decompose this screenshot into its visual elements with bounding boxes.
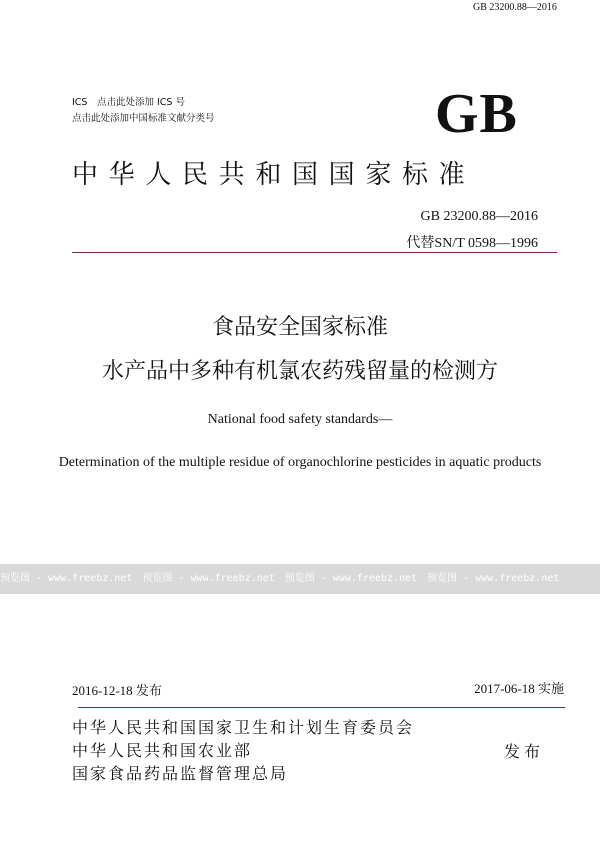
title-cn-2: 水产品中多种有机氯农药残留量的检测方 (101, 359, 498, 384)
divider (78, 707, 565, 708)
issue-date: 2016-12-18 发布 (72, 683, 162, 698)
issuer: 中华人民共和国国家卫生和计划生育委员会 (72, 718, 415, 737)
title-en-2: Determination of the multiple residue of organochlorine pesticides in aquatic products (58, 455, 542, 470)
ics-line: ICS 点击此处添加 ICS 号 (72, 97, 185, 108)
implementation-date: 2017-06-18 实施 (474, 681, 564, 696)
replaces-code: 代替SN/T 0598—1996 (406, 236, 538, 251)
title-en-1: National food safety standards— (207, 412, 393, 427)
issuer: 国家食品药品监督管理总局 (72, 764, 289, 783)
watermark-band: 预览图 - www.freebz.net 预览图 - www.freebz.net 预览图 - www.freebz.net 预览图 - www.freebz.net (0, 564, 600, 594)
issue-word: 发布 (504, 742, 545, 761)
ccs-line: 点击此处添加中国标准文献分类号 (72, 113, 215, 124)
header-code: GB 23200.88—2016 (473, 2, 557, 13)
gb-logo: GB (435, 83, 518, 145)
standard-code: GB 23200.88—2016 (420, 209, 538, 224)
title-cn-1: 食品安全国家标准 (211, 315, 388, 340)
divider (72, 252, 557, 253)
national-standard-title: 中 华 人 民 共 和 国 国 家 标 准 (72, 160, 466, 190)
issuers (72, 716, 414, 785)
issuer: 中华人民共和国农业部 (72, 741, 253, 760)
